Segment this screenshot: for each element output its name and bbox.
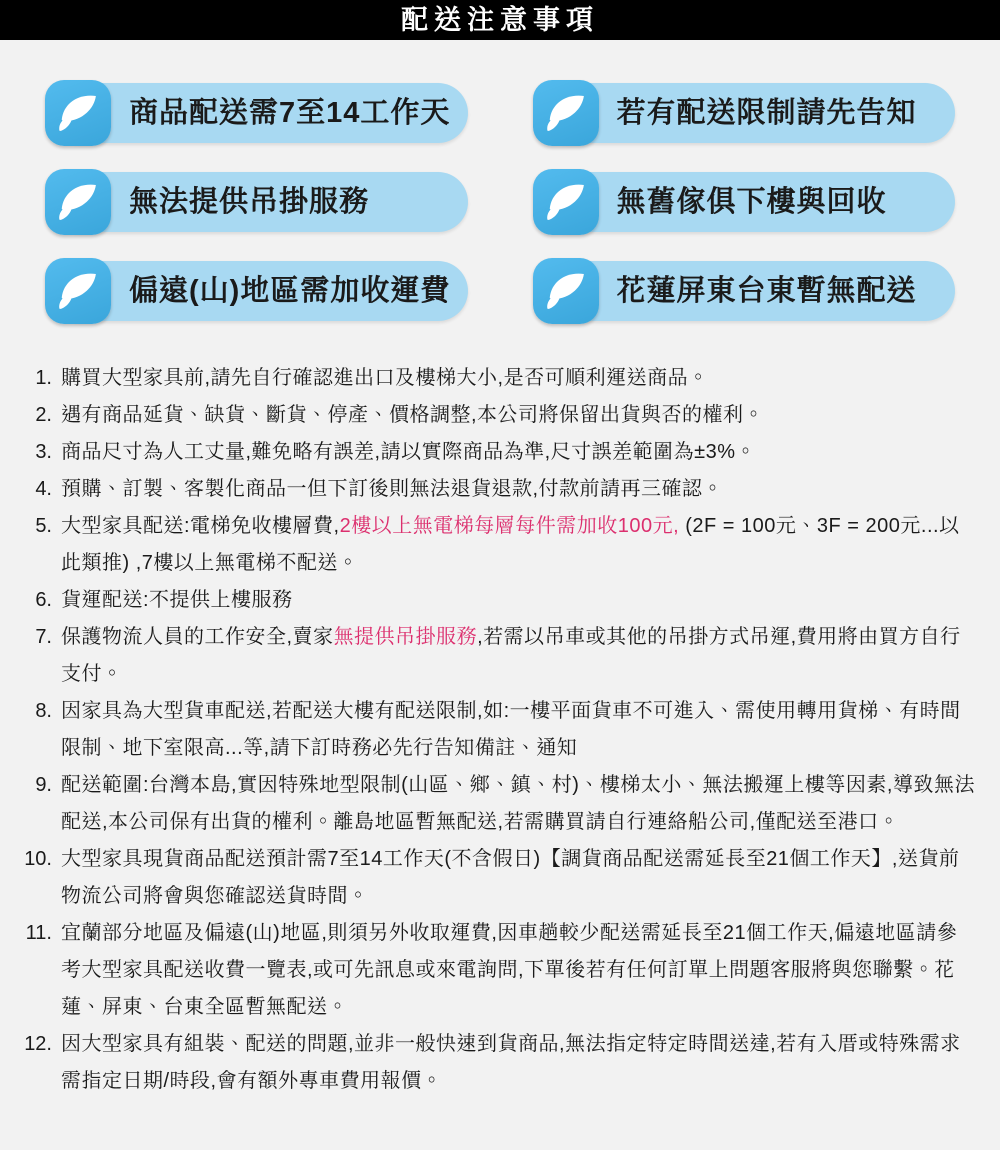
- note-number: 7.: [35, 626, 52, 648]
- note-number: 1.: [35, 367, 52, 389]
- note-item: [16, 360, 976, 397]
- note-item: [16, 582, 976, 619]
- delivery-badge: [533, 258, 956, 324]
- note-text: [61, 434, 976, 471]
- note-item: [16, 508, 976, 582]
- note-text: [61, 841, 976, 915]
- delivery-badge: [45, 80, 468, 146]
- note-segment: (2F = 100元、3F = 200元...以此類推) ,7樓以上無電梯不配送。: [61, 515, 960, 574]
- note-segment: 貨運配送:不提供上樓服務: [61, 589, 293, 611]
- note-segment: 因大型家具有組裝、配送的問題,並非一般快速到貨商品,無法指定特定時間送達,若有入厝或特殊需求需指定日期/時段,會有額外專車費用報價。: [61, 1033, 961, 1092]
- note-text: [61, 508, 976, 582]
- note-segment: 保護物流人員的工作安全,賣家: [61, 626, 334, 648]
- note-number: 10.: [24, 848, 52, 870]
- page-title: 配送注意事項: [401, 5, 599, 35]
- badge-label: 花蓮屏東台東暫無配送: [616, 275, 917, 307]
- note-segment: 宜蘭部分地區及偏遠(山)地區,則須另外收取運費,因車趟較少配送需延長至21個工作天,偏遠地區請參考大型家具配送收費一覽表,或可先訊息或來電詢問,下單後若有任何訂單上問題客服將與您聯繫。花蓮、屏東、台東全區暫無配送。: [61, 922, 958, 1018]
- note-text: [61, 915, 976, 1026]
- note-item: [16, 619, 976, 693]
- note-segment: 預購、訂製、客製化商品一但下訂後則無法退貨退款,付款前請再三確認。: [61, 478, 724, 500]
- delivery-badge: [533, 169, 956, 235]
- leaf-icon: [45, 169, 111, 235]
- note-segment: 大型家具配送:電梯免收樓層費,: [61, 515, 340, 537]
- note-text: [61, 471, 976, 508]
- note-segment: 配送範圍:台灣本島,實因特殊地型限制(山區、鄉、鎮、村)、樓梯太小、無法搬運上樓等因素,導致無法配送,本公司保有出貨的權利。離島地區暫無配送,若需購買請自行連絡船公司,僅配送至港口。: [61, 774, 975, 833]
- note-item: [16, 693, 976, 767]
- note-item: [16, 841, 976, 915]
- note-segment: 遇有商品延貨、缺貨、斷貨、停產、價格調整,本公司將保留出貨與否的權利。: [61, 404, 765, 426]
- note-segment: 購買大型家具前,請先自行確認進出口及樓梯大小,是否可順利運送商品。: [61, 367, 709, 389]
- delivery-badge: [45, 169, 468, 235]
- notes-list: [0, 360, 1000, 1100]
- note-number: 8.: [35, 700, 52, 722]
- note-number: 9.: [35, 774, 52, 796]
- note-text: [61, 1026, 976, 1100]
- note-item: [16, 915, 976, 1026]
- note-text: [61, 582, 976, 619]
- note-segment: 商品尺寸為人工丈量,難免略有誤差,請以實際商品為準,尺寸誤差範圍為±3%。: [61, 441, 757, 463]
- note-item: [16, 1026, 976, 1100]
- note-number: 5.: [35, 515, 52, 537]
- note-number: 4.: [35, 478, 52, 500]
- badge-label: 若有配送限制請先告知: [616, 97, 917, 129]
- leaf-icon: [45, 80, 111, 146]
- delivery-badge: [45, 258, 468, 324]
- badge-label: 無舊傢俱下樓與回收: [616, 186, 887, 218]
- note-item: [16, 434, 976, 471]
- page-header: [0, 0, 1000, 40]
- note-number: 3.: [35, 441, 52, 463]
- note-text: [61, 693, 976, 767]
- note-text: [61, 397, 976, 434]
- delivery-badge: [533, 80, 956, 146]
- note-highlight-segment: 無提供吊掛服務: [333, 626, 478, 648]
- leaf-icon: [45, 258, 111, 324]
- note-text: [61, 767, 976, 841]
- note-segment: ,若需以吊車或其他的吊掛方式吊運,費用將由買方自行支付。: [61, 626, 961, 685]
- note-item: [16, 397, 976, 434]
- leaf-icon: [533, 80, 599, 146]
- badge-label: 無法提供吊掛服務: [129, 186, 370, 218]
- note-number: 11.: [25, 922, 52, 944]
- note-item: [16, 767, 976, 841]
- note-number: 6.: [35, 589, 52, 611]
- note-segment: 因家具為大型貨車配送,若配送大樓有配送限制,如:一樓平面貨車不可進入、需使用轉用貨梯、有時間限制、地下室限高...等,請下訂時務必先行告知備註、通知: [61, 700, 961, 759]
- badge-label: 商品配送需7至14工作天: [129, 97, 451, 129]
- leaf-icon: [533, 258, 599, 324]
- leaf-icon: [533, 169, 599, 235]
- note-item: [16, 471, 976, 508]
- note-text: [61, 619, 976, 693]
- note-highlight-segment: 2樓以上無電梯每層每件需加收100元,: [339, 515, 680, 537]
- note-number: 2.: [35, 404, 52, 426]
- note-number: 12.: [24, 1033, 52, 1055]
- badge-grid: [0, 80, 1000, 324]
- badge-label: 偏遠(山)地區需加收運費: [129, 275, 451, 307]
- note-text: [61, 360, 976, 397]
- note-segment: 大型家具現貨商品配送預計需7至14工作天(不含假日)【調貨商品配送需延長至21個工作天】,送貨前物流公司將會與您確認送貨時間。: [61, 848, 960, 907]
